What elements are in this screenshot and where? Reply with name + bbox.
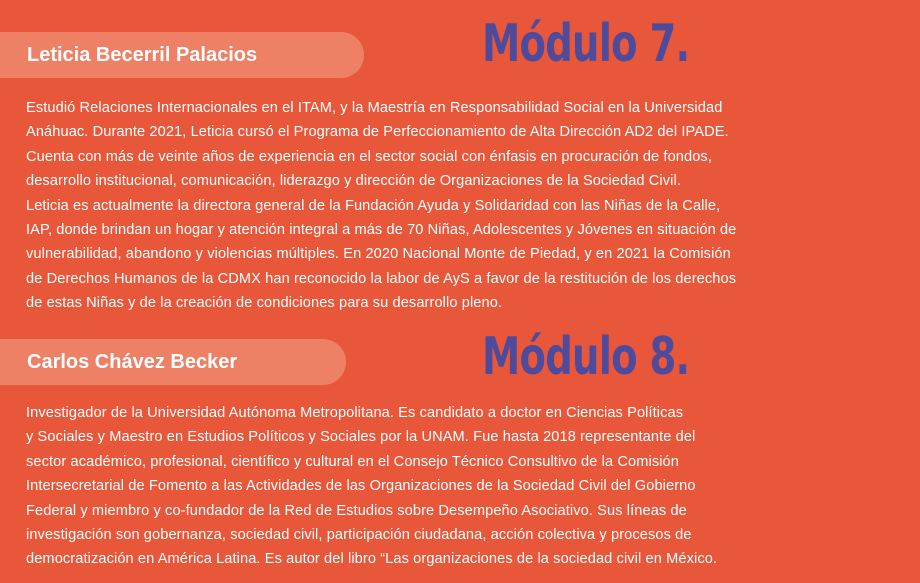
bio-line: Intersecretarial de Fomento a las Actividades de las Organizaciones de la Sociedad Civil del Gobierno [26, 478, 696, 495]
speaker-name-badge [0, 339, 346, 385]
bio-line: Cuenta con más de veinte años de experiencia en el sector social con énfasis en procuración de fondos, [26, 148, 712, 165]
bio-line: IAP, donde brindan un hogar y atención integral a más de 70 Niñas, Adolescentes y Jóvenes en situación de [26, 222, 737, 239]
bio-line: sector académico, profesional, científico y cultural en el Consejo Técnico Consultivo de la Comisión [26, 453, 679, 470]
speaker-name-badge [0, 32, 364, 78]
bio-line: y Sociales y Maestro en Estudios Políticos y Sociales por la UNAM. Fue hasta 2018 representante del [26, 429, 696, 446]
bio-line: democratización en América Latina. Es autor del libro “Las organizaciones de la sociedad civil en México. [26, 551, 718, 568]
speaker-bio [26, 401, 896, 572]
bio-line: Leticia es actualmente la directora general de la Fundación Ayuda y Solidaridad con las Niñas de la Calle, [26, 197, 721, 214]
bio-line: Anáhuac. Durante 2021, Leticia cursó el Programa de Perfeccionamiento de Alta Dirección AD2 del IPADE. [26, 124, 729, 141]
bio-line: vulnerabilidad, abandono y violencias múltiples. En 2020 Nacional Monte de Piedad, y en 2021 la Comisión [26, 246, 731, 263]
module-title: Módulo 7. [482, 14, 690, 74]
bio-line: Estudió Relaciones Internacionales en el ITAM, y la Maestría en Responsabilidad Social en la Universidad [26, 100, 723, 116]
bio-line: Investigador de la Universidad Autónoma Metropolitana. Es candidato a doctor en Ciencias Políticas [26, 405, 684, 421]
bio-line: desarrollo institucional, comunicación, liderazgo y dirección de Organizaciones de la Sociedad Civil. [26, 173, 681, 190]
bio-line: Federal y miembro y co-fundador de la Red de Estudios sobre Desempeño Asociativo. Sus líneas de [26, 502, 687, 519]
bio-line: de Derechos Humanos de la CDMX han reconocido la labor de AyS a favor de la restitución de los derechos [26, 270, 737, 287]
bio-line: investigación son gobernanza, sociedad civil, participación ciudadana, acción colectiva y procesos de [26, 527, 692, 544]
speaker-name: Leticia Becerril Palacios [27, 44, 258, 66]
speaker-bio [26, 96, 896, 316]
module-title: Módulo 8. [482, 327, 690, 387]
speaker-name: Carlos Chávez Becker [27, 351, 238, 373]
bio-line: de estas Niñas y de la creación de condiciones para su desarrollo pleno. [26, 295, 503, 312]
